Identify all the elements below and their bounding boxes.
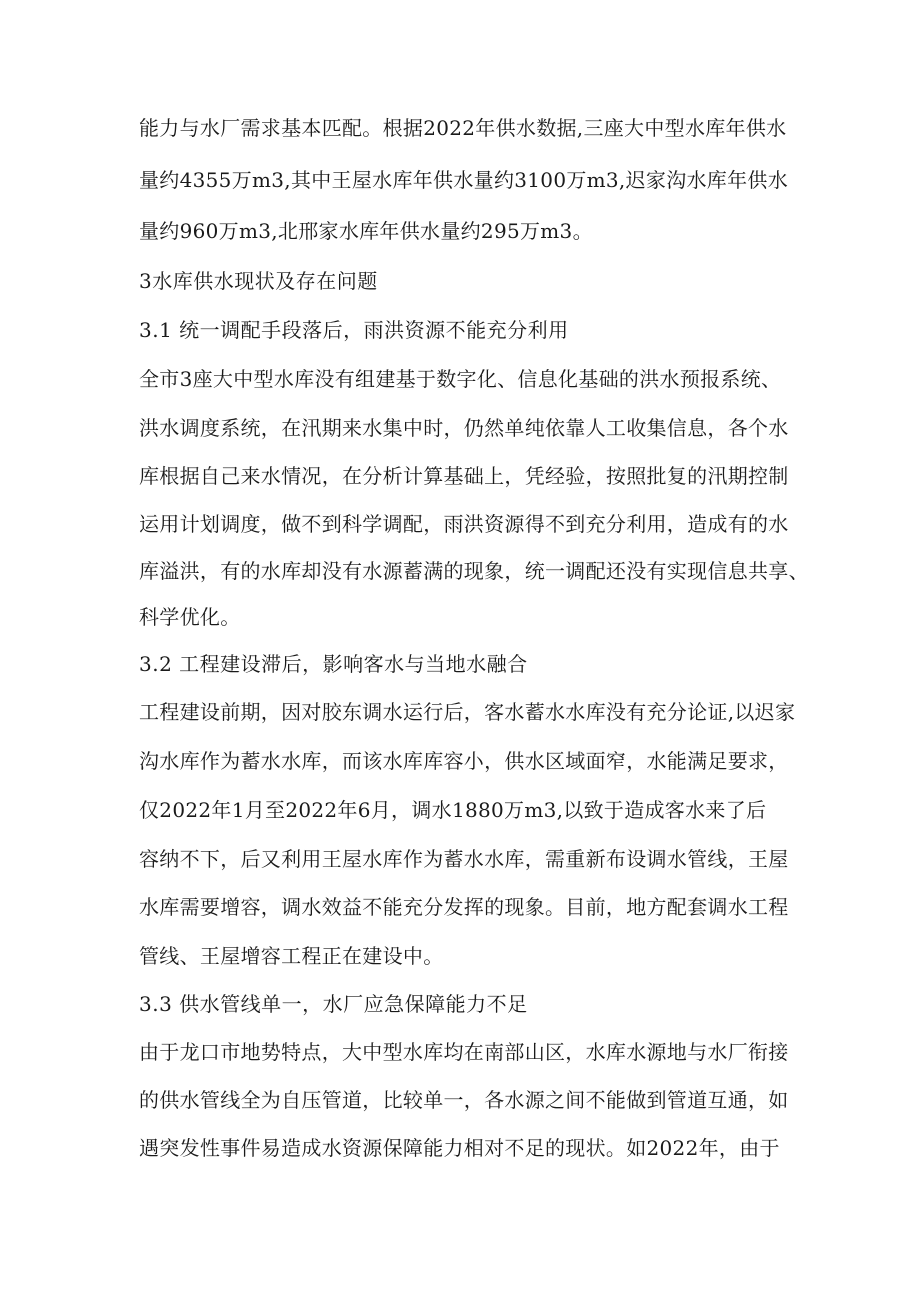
paragraph-line: 遇突发性事件易造成水资源保障能力相对不足的现状。如2022年，由于 — [139, 1136, 780, 1160]
paragraph-line: 运用计划调度，做不到科学调配，雨洪资源得不到充分利用，造成有的水 — [139, 512, 789, 536]
paragraph-line: 能力与水厂需求基本匹配。根据2022年供水数据,三座大中型水库年供水 — [139, 116, 787, 140]
paragraph-line: 仅2022年1月至2022年6月，调水1880万m3,以致于造成客水来了后 — [139, 798, 767, 822]
subsection-heading: 3.1 统一调配手段落后，雨洪资源不能充分利用 — [139, 318, 569, 342]
paragraph-line: 库根据自己来水情况，在分析计算基础上，凭经验，按照批复的汛期控制 — [139, 464, 789, 488]
paragraph-line: 量约4355万m3,其中王屋水库年供水量约3100万m3,迟家沟水库年供水 — [139, 168, 788, 192]
paragraph-line: 容纳不下，后又利用王屋水库作为蓄水水库，需重新布设调水管线，王屋 — [139, 847, 789, 871]
paragraph-line: 工程建设前期，因对胶东调水运行后，客水蓄水水库没有充分论证,以迟家 — [139, 700, 796, 724]
paragraph-line: 沟水库作为蓄水水库，而该水库库容小，供水区域面窄，水能满足要求， — [139, 749, 789, 773]
paragraph-line: 的供水管线全为自压管道，比较单一，各水源之间不能做到管道互通，如 — [139, 1088, 789, 1112]
paragraph-line: 洪水调度系统，在汛期来水集中时，仍然单纯依靠人工收集信息，各个水 — [139, 416, 789, 440]
paragraph-line: 库溢洪，有的水库却没有水源蓄满的现象，统一调配还没有实现信息共享、 — [139, 559, 809, 583]
paragraph-line: 由于龙口市地势特点，大中型水库均在南部山区，水库水源地与水厂衔接 — [139, 1040, 789, 1064]
paragraph-line: 全市3座大中型水库没有组建基于数字化、信息化基础的洪水预报系统、 — [139, 367, 782, 391]
subsection-heading: 3.3 供水管线单一，水厂应急保障能力不足 — [139, 992, 528, 1016]
paragraph-line: 水库需要增容，调水效益不能充分发挥的现象。目前，地方配套调水工程 — [139, 895, 789, 919]
paragraph-line: 科学优化。 — [139, 605, 241, 629]
paragraph-line: 管线、王屋增容工程正在建设中。 — [139, 944, 444, 968]
section-heading: 3水库供水现状及存在问题 — [139, 269, 378, 293]
subsection-heading: 3.2 工程建设滞后，影响客水与当地水融合 — [139, 652, 528, 676]
paragraph-line: 量约960万m3,北邢家水库年供水量约295万m3。 — [139, 219, 593, 243]
